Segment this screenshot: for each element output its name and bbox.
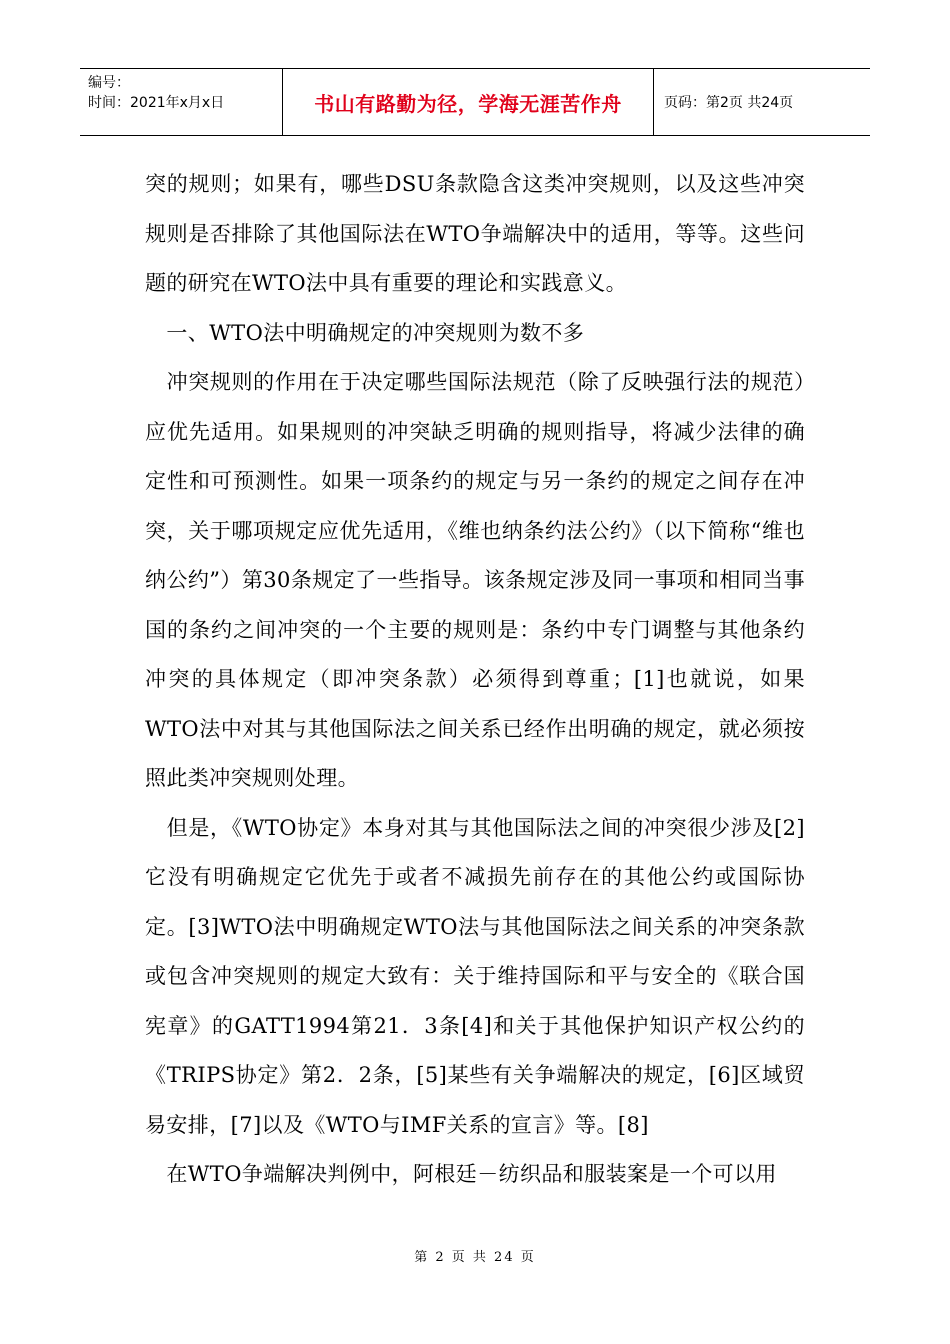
document-body xyxy=(145,160,805,1200)
header-meta xyxy=(80,69,282,135)
header-motto: 书山有路勤为径，学海无涯苦作舟 xyxy=(282,69,654,135)
paragraph: 在WTO争端解决判例中，阿根廷－纺织品和服装案是一个可以用 xyxy=(145,1162,777,1186)
paragraph: 突的规则；如果有，哪些DSU条款隐含这类冲突规则，以及这些冲突规则是否排除了其他国际法在WTO争端解决中的适用，等等。这些问题的研究在WTO法中具有重要的理论和实践意义。 xyxy=(145,172,805,295)
section-heading: 一、WTO法中明确规定的冲突规则为数不多 xyxy=(145,320,585,345)
number-label: 编号： xyxy=(88,75,130,91)
page-footer: 第 2 页 共 24 页 xyxy=(414,1250,536,1265)
page-header xyxy=(80,68,870,136)
paragraph: 但是，《WTO协定》本身对其与其他国际法之间的冲突很少涉及[2]它没有明确规定它优先于或者不减损先前存在的其他公约或国际协定。[3]WTO法中明确规定WTO法与其他国际法之间关系的冲突条款或包含冲突规则的规定大致有：关于维持国际和平与安全的《联合国宪章》的GATT1994第21．3条[4]和关于其他保护知识产权公约的《TRIPS协定》第2．2条，[5]某些有关争端解决的规定，[6]区域贸易安排，[7]以及《WTO与IMF关系的宣言》等。[8] xyxy=(145,815,805,1137)
paragraph: 冲突规则的作用在于决定哪些国际法规范（除了反映强行法的规范）应优先适用。如果规则的冲突缺乏明确的规则指导，将减少法律的确定性和可预测性。如果一项条约的规定与另一条约的规定之间存在冲突，关于哪项规定应优先适用，《维也纳条约法公约》（以下简称“维也纳公约”）第30条规定了一些指导。该条规定涉及同一事项和相同当事国的条约之间冲突的一个主要的规则是：条约中专门调整与其他条约冲突的具体规定（即冲突条款）必须得到尊重；[1]也就说，如果WTO法中对其与其他国际法之间关系已经作出明确的规定，就必须按照此类冲突规则处理。 xyxy=(145,370,805,790)
time-label: 时间：2021年x月x日 xyxy=(88,95,225,111)
header-page-info: 页码：第2页 共24页 xyxy=(664,95,794,111)
